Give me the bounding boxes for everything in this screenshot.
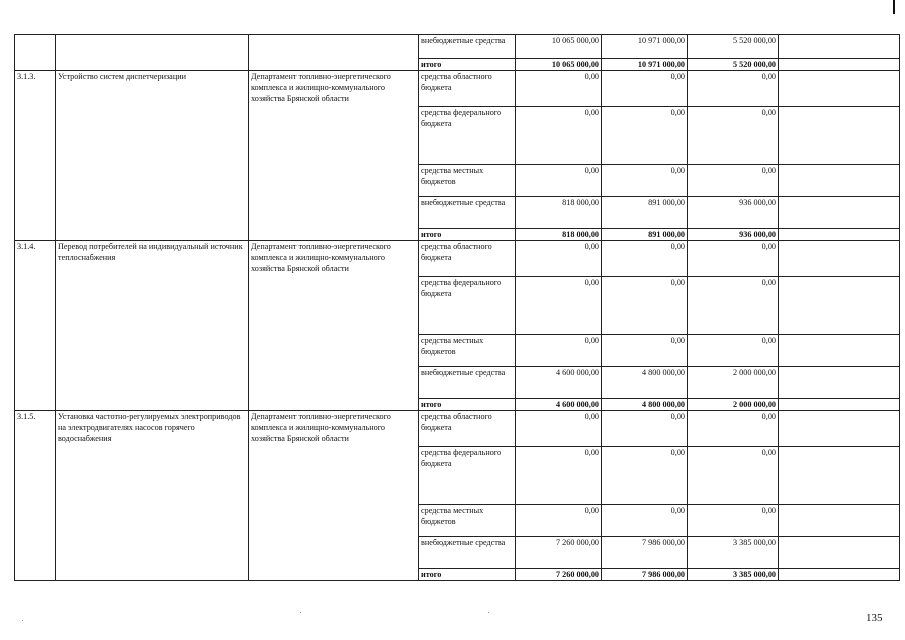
table-row xyxy=(15,71,900,107)
value-2023: 891 000,00 xyxy=(602,197,688,229)
funding-source: средства местных бюджетов xyxy=(419,505,516,537)
scan-speck xyxy=(22,620,23,621)
scan-speck xyxy=(488,612,489,613)
item-title: Установка частотно-регулируемых электроприводов на электродвигателях насосов горячего водоснабжения xyxy=(56,411,249,581)
value-2023: 0,00 xyxy=(602,107,688,165)
executor: Департамент топливно-энергетического комплекса и жилищно-коммунального хозяйства Брянской области xyxy=(249,241,419,411)
funding-source: внебюджетные средства xyxy=(419,197,516,229)
value-2023: 7 986 000,00 xyxy=(602,537,688,569)
executor: Департамент топливно-энергетического комплекса и жилищно-коммунального хозяйства Брянской области xyxy=(249,71,419,241)
value-2022: 818 000,00 xyxy=(516,229,602,241)
empty-cell xyxy=(779,165,900,197)
value-2024: 5 520 000,00 xyxy=(688,35,779,59)
value-2024: 0,00 xyxy=(688,447,779,505)
value-2023: 0,00 xyxy=(602,335,688,367)
value-2022: 0,00 xyxy=(516,241,602,277)
value-2023: 10 971 000,00 xyxy=(602,59,688,71)
value-2024: 0,00 xyxy=(688,335,779,367)
empty-cell xyxy=(779,399,900,411)
value-2022: 10 065 000,00 xyxy=(516,35,602,59)
funding-source: итого xyxy=(419,59,516,71)
item-title-cell xyxy=(56,35,249,71)
value-2022: 4 600 000,00 xyxy=(516,399,602,411)
value-2024: 3 385 000,00 xyxy=(688,537,779,569)
scan-speck xyxy=(300,612,301,613)
empty-cell xyxy=(779,411,900,447)
value-2022: 818 000,00 xyxy=(516,197,602,229)
value-2024: 0,00 xyxy=(688,505,779,537)
empty-cell xyxy=(779,107,900,165)
value-2023: 0,00 xyxy=(602,165,688,197)
value-2023: 891 000,00 xyxy=(602,229,688,241)
value-2024: 0,00 xyxy=(688,411,779,447)
funding-source: средства федерального бюджета xyxy=(419,447,516,505)
value-2023: 10 971 000,00 xyxy=(602,35,688,59)
table-row xyxy=(15,411,900,447)
empty-cell xyxy=(779,241,900,277)
item-title: Устройство систем диспетчеризации xyxy=(56,71,249,241)
value-2024: 0,00 xyxy=(688,165,779,197)
value-2023: 0,00 xyxy=(602,71,688,107)
item-number: 3.1.3. xyxy=(15,71,56,241)
value-2022: 4 600 000,00 xyxy=(516,367,602,399)
value-2023: 0,00 xyxy=(602,411,688,447)
value-2022: 0,00 xyxy=(516,277,602,335)
value-2022: 0,00 xyxy=(516,335,602,367)
value-2023: 0,00 xyxy=(602,241,688,277)
value-2024: 0,00 xyxy=(688,71,779,107)
table-row xyxy=(15,35,900,59)
empty-cell xyxy=(779,569,900,581)
empty-cell xyxy=(779,277,900,335)
value-2024: 2 000 000,00 xyxy=(688,399,779,411)
value-2022: 0,00 xyxy=(516,505,602,537)
funding-source: средства федерального бюджета xyxy=(419,277,516,335)
value-2023: 0,00 xyxy=(602,277,688,335)
empty-cell xyxy=(779,229,900,241)
empty-cell xyxy=(779,367,900,399)
empty-cell xyxy=(779,197,900,229)
empty-cell xyxy=(779,447,900,505)
funding-source: внебюджетные средства xyxy=(419,367,516,399)
value-2022: 0,00 xyxy=(516,71,602,107)
value-2022: 7 260 000,00 xyxy=(516,569,602,581)
page-number: 135 xyxy=(866,612,883,624)
value-2022: 10 065 000,00 xyxy=(516,59,602,71)
value-2022: 0,00 xyxy=(516,411,602,447)
value-2024: 2 000 000,00 xyxy=(688,367,779,399)
value-2022: 0,00 xyxy=(516,165,602,197)
funding-source: средства местных бюджетов xyxy=(419,165,516,197)
item-number: 3.1.5. xyxy=(15,411,56,581)
value-2024: 936 000,00 xyxy=(688,197,779,229)
funding-source: итого xyxy=(419,399,516,411)
executor-cell xyxy=(249,35,419,71)
empty-cell xyxy=(779,71,900,107)
empty-cell xyxy=(779,335,900,367)
value-2024: 0,00 xyxy=(688,241,779,277)
empty-cell xyxy=(779,505,900,537)
funding-source: итого xyxy=(419,229,516,241)
value-2024: 5 520 000,00 xyxy=(688,59,779,71)
executor: Департамент топливно-энергетического комплекса и жилищно-коммунального хозяйства Брянской области xyxy=(249,411,419,581)
funding-source: внебюджетные средства xyxy=(419,35,516,59)
value-2023: 0,00 xyxy=(602,447,688,505)
value-2024: 0,00 xyxy=(688,277,779,335)
funding-source: итого xyxy=(419,569,516,581)
value-2024: 0,00 xyxy=(688,107,779,165)
value-2023: 4 800 000,00 xyxy=(602,399,688,411)
funding-source: средства областного бюджета xyxy=(419,71,516,107)
value-2023: 4 800 000,00 xyxy=(602,367,688,399)
funding-source: средства местных бюджетов xyxy=(419,335,516,367)
value-2023: 0,00 xyxy=(602,505,688,537)
funding-source: средства областного бюджета xyxy=(419,411,516,447)
item-number-cell xyxy=(15,35,56,71)
empty-cell xyxy=(779,537,900,569)
budget-table xyxy=(14,34,900,581)
value-2024: 3 385 000,00 xyxy=(688,569,779,581)
value-2023: 7 986 000,00 xyxy=(602,569,688,581)
item-number: 3.1.4. xyxy=(15,241,56,411)
scan-edge-mark xyxy=(893,0,895,14)
value-2022: 7 260 000,00 xyxy=(516,537,602,569)
value-2024: 936 000,00 xyxy=(688,229,779,241)
funding-source: внебюджетные средства xyxy=(419,537,516,569)
item-title: Перевод потребителей на индивидуальный источник теплоснабжения xyxy=(56,241,249,411)
value-2022: 0,00 xyxy=(516,447,602,505)
table-row xyxy=(15,241,900,277)
value-2022: 0,00 xyxy=(516,107,602,165)
empty-cell xyxy=(779,35,900,59)
funding-source: средства федерального бюджета xyxy=(419,107,516,165)
funding-source: средства областного бюджета xyxy=(419,241,516,277)
empty-cell xyxy=(779,59,900,71)
